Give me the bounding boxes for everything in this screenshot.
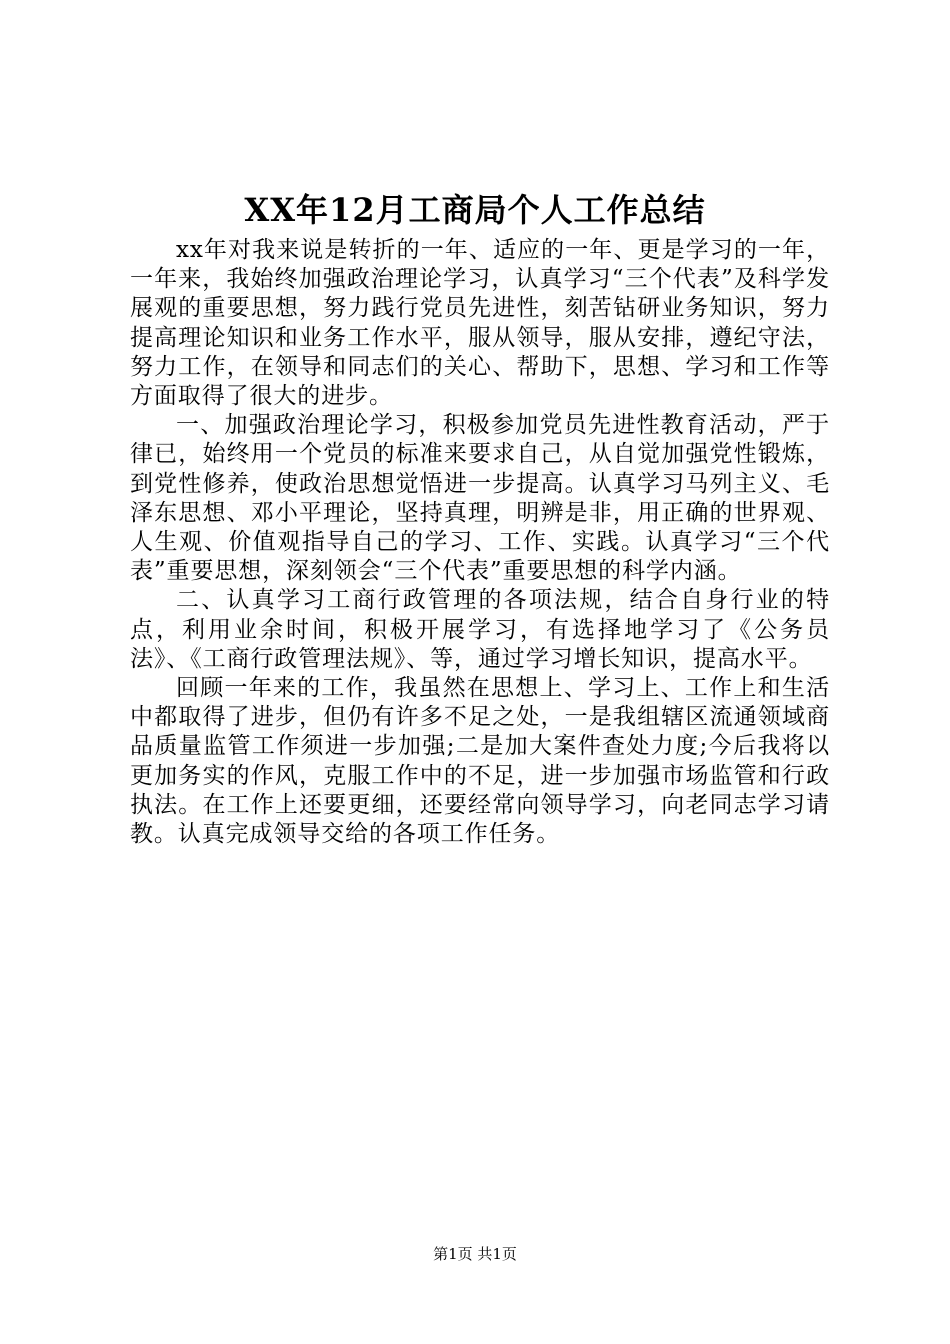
paragraph-section-2: 二、认真学习工商行政管理的各项法规，结合自身行业的特点，利用业余时间，积极开展学习，有选择地学习了《公务员法》、《工商行政管理法规》、等，通过学习增长知识，提高水平。 bbox=[130, 587, 830, 672]
document-body bbox=[130, 236, 830, 849]
paragraph-intro: xx年对我来说是转折的一年、适应的一年、更是学习的一年，一年来，我始终加强政治理论学习，认真学习“三个代表”及科学发展观的重要思想，努力践行党员先进性，刻苦钻研业务知识，努力提高理论知识和业务工作水平，服从领导，服从安排，遵纪守法，努力工作，在领导和同志们的关心、帮助下，思想、学习和工作等方面取得了很大的进步。 bbox=[130, 237, 830, 410]
paragraph-section-1: 一、加强政治理论学习，积极参加党员先进性教育活动，严于律已，始终用一个党员的标准来要求自己，从自觉加强党性锻炼，到党性修养，使政治思想觉悟进一步提高。认真学习马列主义、毛泽东思想、邓小平理论，坚持真理，明辨是非，用正确的世界观、人生观、价值观指导自己的学习、工作、实践。认真学习“三个代表”重要思想，深刻领会“三个代表”重要思想的科学内涵。 bbox=[130, 412, 830, 585]
page-number-footer: 第1页 共1页 bbox=[433, 1245, 517, 1263]
paragraph-review: 回顾一年来的工作，我虽然在思想上、学习上、工作上和生活中都取得了进步，但仍有许多不足之处，一是我组辖区流通领域商品质量监管工作须进一步加强;二是加大案件查处力度;今后我将以更加务实的作风，克服工作中的不足，进一步加强市场监管和行政执法。在工作上还要更细，还要经常向领导学习，向老同志学习请教。认真完成领导交给的各项工作任务。 bbox=[130, 675, 830, 848]
document-title: XX年12月工商局个人工作总结 bbox=[244, 191, 706, 229]
